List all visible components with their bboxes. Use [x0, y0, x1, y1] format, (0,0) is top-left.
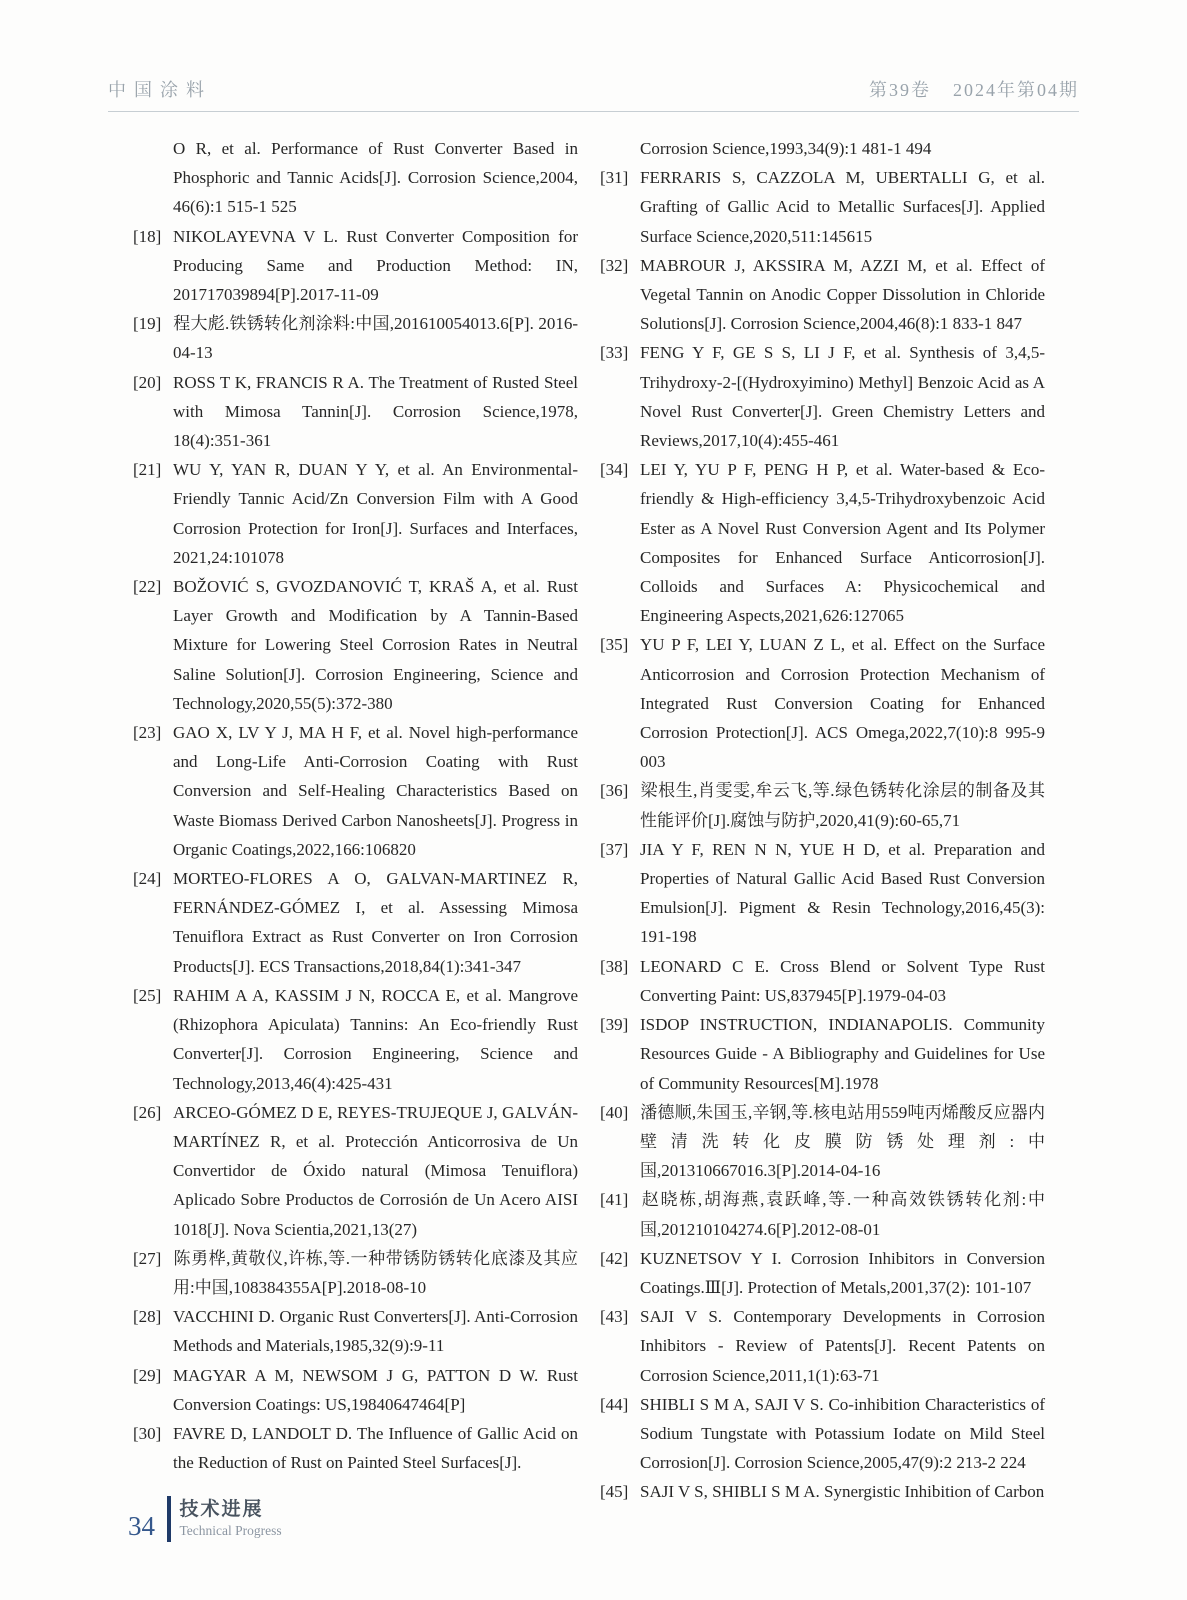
- footer-section-titles: [180, 1499, 282, 1539]
- issue-label: 2024年第04期: [953, 80, 1079, 100]
- reference-item: [600, 163, 1045, 251]
- page-number: 34: [128, 1511, 155, 1542]
- reference-text: FENG Y F, GE S S, LI J F, et al. Synthesis of 3,4,5-Trihydroxy-2-[(Hydroxyimino) Methyl] Benzoic Acid as A Novel Rust Converter[J]. Green Chemistry Letters and Reviews,2017,10(4):455-461: [640, 343, 1045, 451]
- reference-number: [39]: [600, 1015, 629, 1035]
- reference-number: [20]: [133, 372, 162, 392]
- volume-label: 第39卷: [869, 80, 931, 100]
- reference-text: Corrosion Science,1993,34(9):1 481-1 494: [640, 139, 932, 158]
- reference-text: 程大彪.铁锈转化剂涂料:中国,201610054013.6[P]. 2016-04-13: [173, 314, 578, 363]
- reference-number: [30]: [133, 1423, 162, 1443]
- reference-item: [600, 630, 1045, 776]
- reference-item: [600, 1390, 1045, 1478]
- reference-item: [133, 1244, 578, 1302]
- reference-number: [37]: [600, 839, 629, 859]
- reference-number: [19]: [133, 314, 162, 334]
- footer-divider-bar: [167, 1496, 171, 1542]
- reference-number: [45]: [600, 1482, 629, 1502]
- reference-text: 赵晓栋,胡海燕,袁跃峰,等.一种高效铁锈转化剂:中国,201210104274.6[P].2012-08-01: [640, 1190, 1045, 1239]
- reference-number: [35]: [600, 635, 629, 655]
- reference-item: [600, 251, 1045, 339]
- reference-item: [133, 718, 578, 864]
- reference-text: FAVRE D, LANDOLT D. The Influence of Gallic Acid on the Reduction of Rust on Painted Steel Surfaces[J].: [173, 1423, 578, 1473]
- reference-text: MABROUR J, AKSSIRA M, AZZI M, et al. Effect of Vegetal Tannin on Anodic Copper Dissolution in Chloride Solutions[J]. Corrosion Science,2004,46(8):1 833-1 847: [640, 255, 1045, 334]
- reference-number: [41]: [600, 1190, 629, 1210]
- reference-text: BOŽOVIĆ S, GVOZDANOVIĆ T, KRAŠ A, et al. Rust Layer Growth and Modification by A Tannin-Based Mixture for Lowering Steel Corrosion Rates in Neutral Saline Solution[J]. Corrosion Engineering, Science and Technology,2020,55(5):372-380: [173, 577, 578, 713]
- reference-number: [26]: [133, 1102, 162, 1122]
- reference-text: WU Y, YAN R, DUAN Y Y, et al. An Environmental-Friendly Tannic Acid/Zn Conversion Film with A Good Corrosion Protection for Iron[J]. Surfaces and Interfaces, 2021,24:101078: [173, 460, 578, 567]
- reference-text: JIA Y F, REN N N, YUE H D, et al. Preparation and Properties of Natural Gallic Acid Based Rust Conversion Emulsion[J]. Pigment & Resin Technology,2016,45(3): 191-198: [640, 839, 1045, 947]
- reference-number: [38]: [600, 956, 629, 976]
- reference-text: YU P F, LEI Y, LUAN Z L, et al. Effect on the Surface Anticorrosion and Corrosion Protection Mechanism of Integrated Rust Conversion Coating for Enhanced Corrosion Protection[J]. ACS Omega,2022,7(10):8 995-9 003: [640, 635, 1045, 772]
- reference-item: [133, 1098, 578, 1244]
- reference-text: SAJI V S. Contemporary Developments in Corrosion Inhibitors - Review of Patents[J]. Recent Patents on Corrosion Science,2011,1(1):63-71: [640, 1307, 1045, 1385]
- reference-number: [44]: [600, 1394, 629, 1414]
- reference-item: [600, 338, 1045, 455]
- reference-item: [133, 368, 578, 456]
- reference-item: [600, 134, 1045, 163]
- journal-title: 中国涂料: [108, 80, 212, 100]
- reference-number: [42]: [600, 1248, 629, 1268]
- reference-text: 潘德顺,朱国玉,辛钢,等.核电站用559吨丙烯酸反应器内壁清洗转化皮膜防锈处理剂:中国,201310667016.3[P].2014-04-16: [640, 1102, 1045, 1181]
- reference-item: [133, 1302, 578, 1360]
- references-right-column: [600, 134, 1045, 1507]
- reference-number: [23]: [133, 723, 162, 743]
- reference-text: LEI Y, YU P F, PENG H P, et al. Water-based & Eco-friendly & High-efficiency 3,4,5-Trihydroxybenzoic Acid Ester as A Novel Rust Conversion Agent and Its Polymer Composites for Enhanced Surface Anticorrosion[J]. Colloids and Surfaces A: Physicochemical and Engineering Aspects,2021,626:127065: [640, 460, 1045, 626]
- reference-text: 梁根生,肖雯雯,牟云飞,等.绿色锈转化涂层的制备及其性能评价[J].腐蚀与防护,2020,41(9):60-65,71: [640, 781, 1045, 830]
- reference-text: SAJI V S, SHIBLI S M A. Synergistic Inhibition of Carbon: [640, 1482, 1045, 1502]
- reference-item: [600, 1477, 1045, 1506]
- reference-text: O R, et al. Performance of Rust Converter Based in Phosphoric and Tannic Acids[J]. Corrosion Science,2004, 46(6):1 515-1 525: [173, 139, 578, 217]
- reference-number: [36]: [600, 781, 629, 801]
- reference-text: LEONARD C E. Cross Blend or Solvent Type Rust Converting Paint: US,837945[P].1979-04-03: [640, 956, 1045, 1005]
- reference-item: [600, 835, 1045, 952]
- reference-item: [133, 222, 578, 310]
- section-title-en: Technical Progress: [179, 1522, 282, 1538]
- reference-number: [43]: [600, 1307, 629, 1327]
- reference-item: [133, 309, 578, 367]
- reference-text: FERRARIS S, CAZZOLA M, UBERTALLI G, et al. Grafting of Gallic Acid to Metallic Surfaces[J]. Applied Surface Science,2020,511:145615: [640, 168, 1045, 246]
- reference-number: [24]: [133, 869, 162, 889]
- reference-item: [600, 952, 1045, 1010]
- volume-issue: [869, 76, 1079, 102]
- reference-item: [600, 1010, 1045, 1098]
- reference-number: [34]: [600, 460, 629, 480]
- page-header: [108, 76, 1079, 112]
- reference-number: [25]: [133, 985, 162, 1005]
- reference-text: 陈勇桦,黄敬仪,许栋,等.一种带锈防锈转化底漆及其应用:中国,108384355A[P].2018-08-10: [173, 1248, 578, 1297]
- section-title-zh: 技术进展: [179, 1498, 264, 1520]
- reference-item: [133, 455, 578, 572]
- reference-item: [133, 864, 578, 981]
- reference-item: [133, 981, 578, 1098]
- reference-text: VACCHINI D. Organic Rust Converters[J]. Anti-Corrosion Methods and Materials,1985,32(9):9-11: [173, 1307, 578, 1356]
- reference-text: ARCEO-GÓMEZ D E, REYES-TRUJEQUE J, GALVÁN-MARTÍNEZ R, et al. Protección Anticorrosiva de Un Convertidor de Óxido natural (Mimosa Tenuiflora) Aplicado Sobre Productos de Corrosión de Un Acero AISI 1018[J]. Nova Scientia,2021,13(27): [173, 1102, 578, 1239]
- reference-number: [33]: [600, 343, 629, 363]
- reference-number: [40]: [600, 1102, 629, 1122]
- reference-item: [600, 1185, 1045, 1243]
- reference-text: MAGYAR A M, NEWSOM J G, PATTON D W. Rust Conversion Coatings: US,19840647464[P]: [173, 1365, 578, 1414]
- reference-text: SHIBLI S M A, SAJI V S. Co-inhibition Characteristics of Sodium Tungstate with Potassium Iodate on Mild Steel Corrosion[J]. Corrosion Science,2005,47(9):2 213-2 224: [640, 1394, 1045, 1473]
- reference-text: ROSS T K, FRANCIS R A. The Treatment of Rusted Steel with Mimosa Tannin[J]. Corrosion Science,1978, 18(4):351-361: [173, 372, 578, 451]
- page-footer: [128, 1496, 282, 1542]
- reference-item: [133, 1419, 578, 1477]
- reference-item: [133, 134, 578, 222]
- reference-number: [31]: [600, 168, 629, 188]
- reference-number: [21]: [133, 460, 162, 480]
- reference-text: RAHIM A A, KASSIM J N, ROCCA E, et al. Mangrove (Rhizophora Apiculata) Tannins: An Eco-friendly Rust Converter[J]. Corrosion Engineering, Science and Technology,2013,46(4):425-431: [173, 985, 578, 1093]
- reference-number: [18]: [133, 226, 162, 246]
- reference-text: MORTEO-FLORES A O, GALVAN-MARTINEZ R, FERNÁNDEZ-GÓMEZ I, et al. Assessing Mimosa Tenuiflora Extract as Rust Converter on Iron Corrosion Products[J]. ECS Transactions,2018,84(1):341-347: [173, 869, 578, 976]
- reference-item: [600, 1302, 1045, 1390]
- reference-number: [22]: [133, 577, 162, 597]
- reference-text: GAO X, LV Y J, MA H F, et al. Novel high-performance and Long-Life Anti-Corrosion Coating with Rust Conversion and Self-Healing Characteristics Based on Waste Biomass Derived Carbon Nanosheets[J]. Progress in Organic Coatings,2022,166:106820: [173, 723, 578, 859]
- reference-text: NIKOLAYEVNA V L. Rust Converter Composition for Producing Same and Production Method: IN, 201717039894[P].2017-11-09: [173, 226, 578, 305]
- reference-text: ISDOP INSTRUCTION, INDIANAPOLIS. Community Resources Guide - A Bibliography and Guidelines for Use of Community Resources[M].1978: [640, 1015, 1045, 1093]
- reference-text: KUZNETSOV Y I. Corrosion Inhibitors in Conversion Coatings.Ⅲ[J]. Protection of Metals,2001,37(2): 101-107: [640, 1248, 1045, 1297]
- reference-item: [600, 776, 1045, 834]
- reference-number: [28]: [133, 1307, 162, 1327]
- reference-item: [600, 455, 1045, 630]
- reference-number: [27]: [133, 1248, 162, 1268]
- references-left-column: [133, 134, 578, 1507]
- references-section: [133, 134, 1045, 1507]
- reference-item: [133, 1361, 578, 1419]
- reference-item: [600, 1098, 1045, 1186]
- reference-number: [32]: [600, 255, 629, 275]
- reference-number: [29]: [133, 1365, 162, 1385]
- reference-item: [600, 1244, 1045, 1302]
- reference-item: [133, 572, 578, 718]
